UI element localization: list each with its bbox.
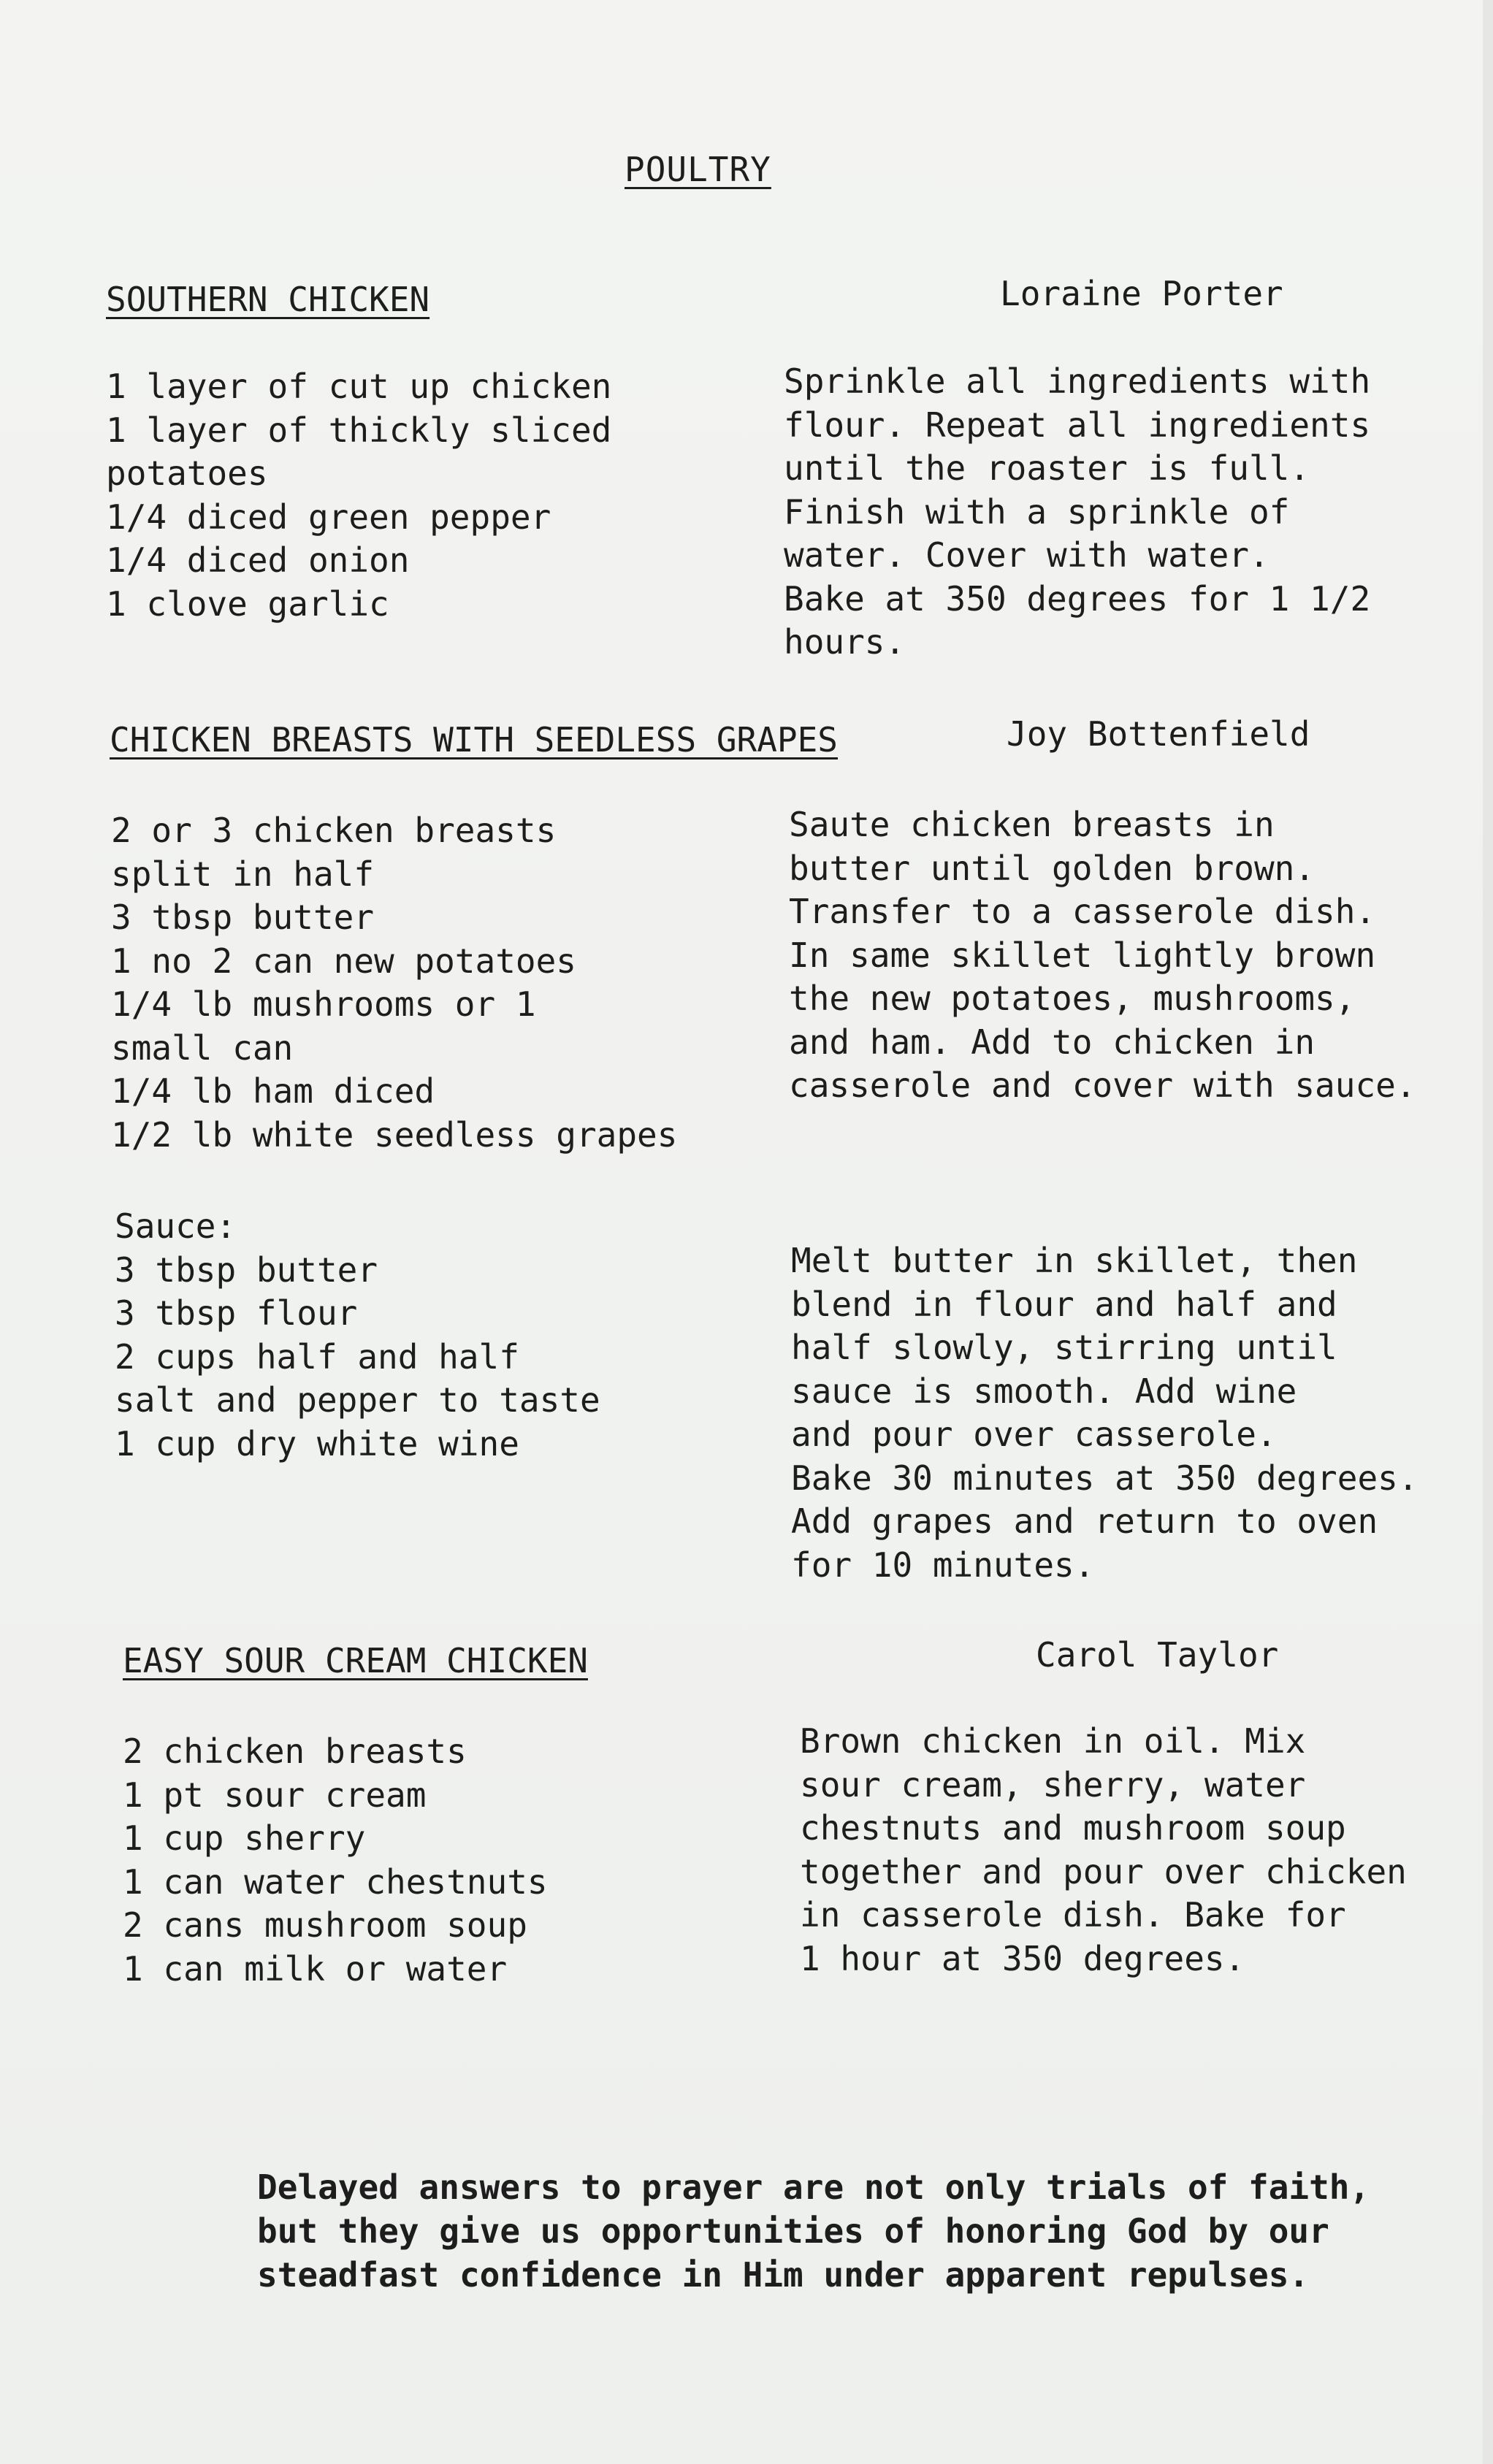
ingredient-line: 1 no 2 can new potatoes <box>111 941 576 981</box>
direction-line: until the roaster is full. <box>784 448 1310 488</box>
recipe-title-easy-sour-cream-chicken: EASY SOUR CREAM CHICKEN <box>123 1641 588 1680</box>
footer-quote <box>257 2165 1370 2297</box>
sauce-direction-line: Melt butter in skillet, then <box>791 1241 1358 1280</box>
directions-southern-chicken <box>784 360 1370 665</box>
sauce-direction-line: and pour over casserole. <box>791 1415 1277 1454</box>
direction-line: together and pour over chicken <box>800 1851 1407 1891</box>
sauce-direction-line: for 10 minutes. <box>791 1545 1095 1585</box>
ingredients-chicken-breasts-grapes <box>111 809 677 1157</box>
direction-line: 1 hour at 350 degrees. <box>800 1938 1245 1978</box>
ingredient-line: 1/4 diced onion <box>106 540 410 580</box>
ingredient-line: 1/4 lb mushrooms or 1 <box>111 984 536 1024</box>
recipe-author-chicken-breasts-grapes: Joy Bottenfield <box>1007 714 1310 754</box>
page-title: POULTRY <box>625 150 771 189</box>
sauce-ingredient-line: 3 tbsp flour <box>115 1293 358 1333</box>
quote-line: but they give us opportunities of honoring God by our <box>257 2211 1329 2251</box>
sauce-direction-line: half slowly, stirring until <box>791 1328 1337 1367</box>
direction-line: casserole and cover with sauce. <box>789 1065 1416 1105</box>
sauce-direction-line: Bake 30 minutes at 350 degrees. <box>791 1458 1418 1498</box>
ingredient-line: 1/4 lb ham diced <box>111 1071 435 1111</box>
ingredient-line: split in half <box>111 854 375 894</box>
sauce-ingredient-line: Sauce: <box>115 1206 237 1246</box>
direction-line: Saute chicken breasts in <box>789 805 1275 844</box>
direction-line: sour cream, sherry, water <box>800 1764 1306 1805</box>
ingredient-line: 1 cup sherry <box>123 1818 366 1858</box>
direction-line: butter until golden brown. <box>789 848 1316 888</box>
ingredient-line: 1 can milk or water <box>123 1948 508 1989</box>
direction-line: and ham. Add to chicken in <box>789 1022 1316 1062</box>
ingredient-line: 2 cans mushroom soup <box>123 1905 527 1945</box>
direction-line: hours. <box>784 622 906 662</box>
quote-line: Delayed answers to prayer are not only trials of faith, <box>257 2168 1370 2207</box>
sauce-ingredient-line: 1 cup dry white wine <box>115 1423 519 1464</box>
ingredient-line: small can <box>111 1028 294 1068</box>
ingredients-southern-chicken <box>106 365 611 626</box>
sauce-direction-line: blend in flour and half and <box>791 1284 1337 1324</box>
quote-line: steadfast confidence in Him under apparent repulses. <box>257 2255 1310 2295</box>
sauce-direction-line: Add grapes and return to oven <box>791 1501 1378 1541</box>
ingredient-line: 3 tbsp butter <box>111 898 375 937</box>
directions-chicken-breasts-grapes <box>789 803 1416 1108</box>
ingredient-line: 1 pt sour cream <box>123 1775 427 1815</box>
direction-line: Finish with a sprinkle of <box>784 491 1290 532</box>
ingredient-line: 1 layer of thickly sliced <box>106 410 612 450</box>
direction-line: the new potatoes, mushrooms, <box>789 979 1356 1018</box>
ingredient-line: 1 layer of cut up chicken <box>106 367 612 406</box>
direction-line: flour. Repeat all ingredients <box>784 405 1371 445</box>
direction-line: chestnuts and mushroom soup <box>800 1808 1346 1848</box>
sauce-ingredient-line: salt and pepper to taste <box>115 1380 600 1420</box>
sauce-ingredient-line: 3 tbsp butter <box>115 1250 378 1290</box>
direction-line: In same skillet lightly brown <box>789 935 1376 975</box>
ingredient-line: 2 chicken breasts <box>123 1732 467 1771</box>
recipe-author-southern-chicken: Loraine Porter <box>1000 274 1283 313</box>
sauce-ingredient-line: 2 cups half and half <box>115 1336 519 1377</box>
recipe-title-southern-chicken: SOUTHERN CHICKEN <box>106 280 430 319</box>
direction-line: water. Cover with water. <box>784 535 1269 575</box>
sauce-direction-line: sauce is smooth. Add wine <box>791 1371 1297 1411</box>
direction-line: Bake at 350 degrees for 1 1/2 <box>784 578 1371 619</box>
direction-line: Brown chicken in oil. Mix <box>800 1721 1306 1761</box>
ingredient-line: potatoes <box>106 454 268 493</box>
page-edge <box>1483 0 1493 2464</box>
ingredient-line: 2 or 3 chicken breasts <box>111 811 557 850</box>
ingredients-easy-sour-cream-chicken <box>123 1730 548 1991</box>
sauce-ingredients-chicken-breasts-grapes <box>115 1205 600 1466</box>
recipe-author-easy-sour-cream-chicken: Carol Taylor <box>1036 1635 1279 1675</box>
direction-line: Sprinkle all ingredients with <box>784 361 1371 401</box>
direction-line: Transfer to a casserole dish. <box>789 892 1376 931</box>
recipe-title-chicken-breasts-grapes: CHICKEN BREASTS WITH SEEDLESS GRAPES <box>110 720 838 760</box>
sauce-directions-chicken-breasts-grapes <box>791 1239 1418 1587</box>
ingredient-line: 1/2 lb white seedless grapes <box>111 1114 678 1155</box>
directions-easy-sour-cream-chicken <box>800 1720 1407 1981</box>
ingredient-line: 1 can water chestnuts <box>123 1862 548 1902</box>
ingredient-line: 1 clove garlic <box>106 584 389 624</box>
direction-line: in casserole dish. Bake for <box>800 1895 1346 1935</box>
ingredient-line: 1/4 diced green pepper <box>106 497 551 537</box>
